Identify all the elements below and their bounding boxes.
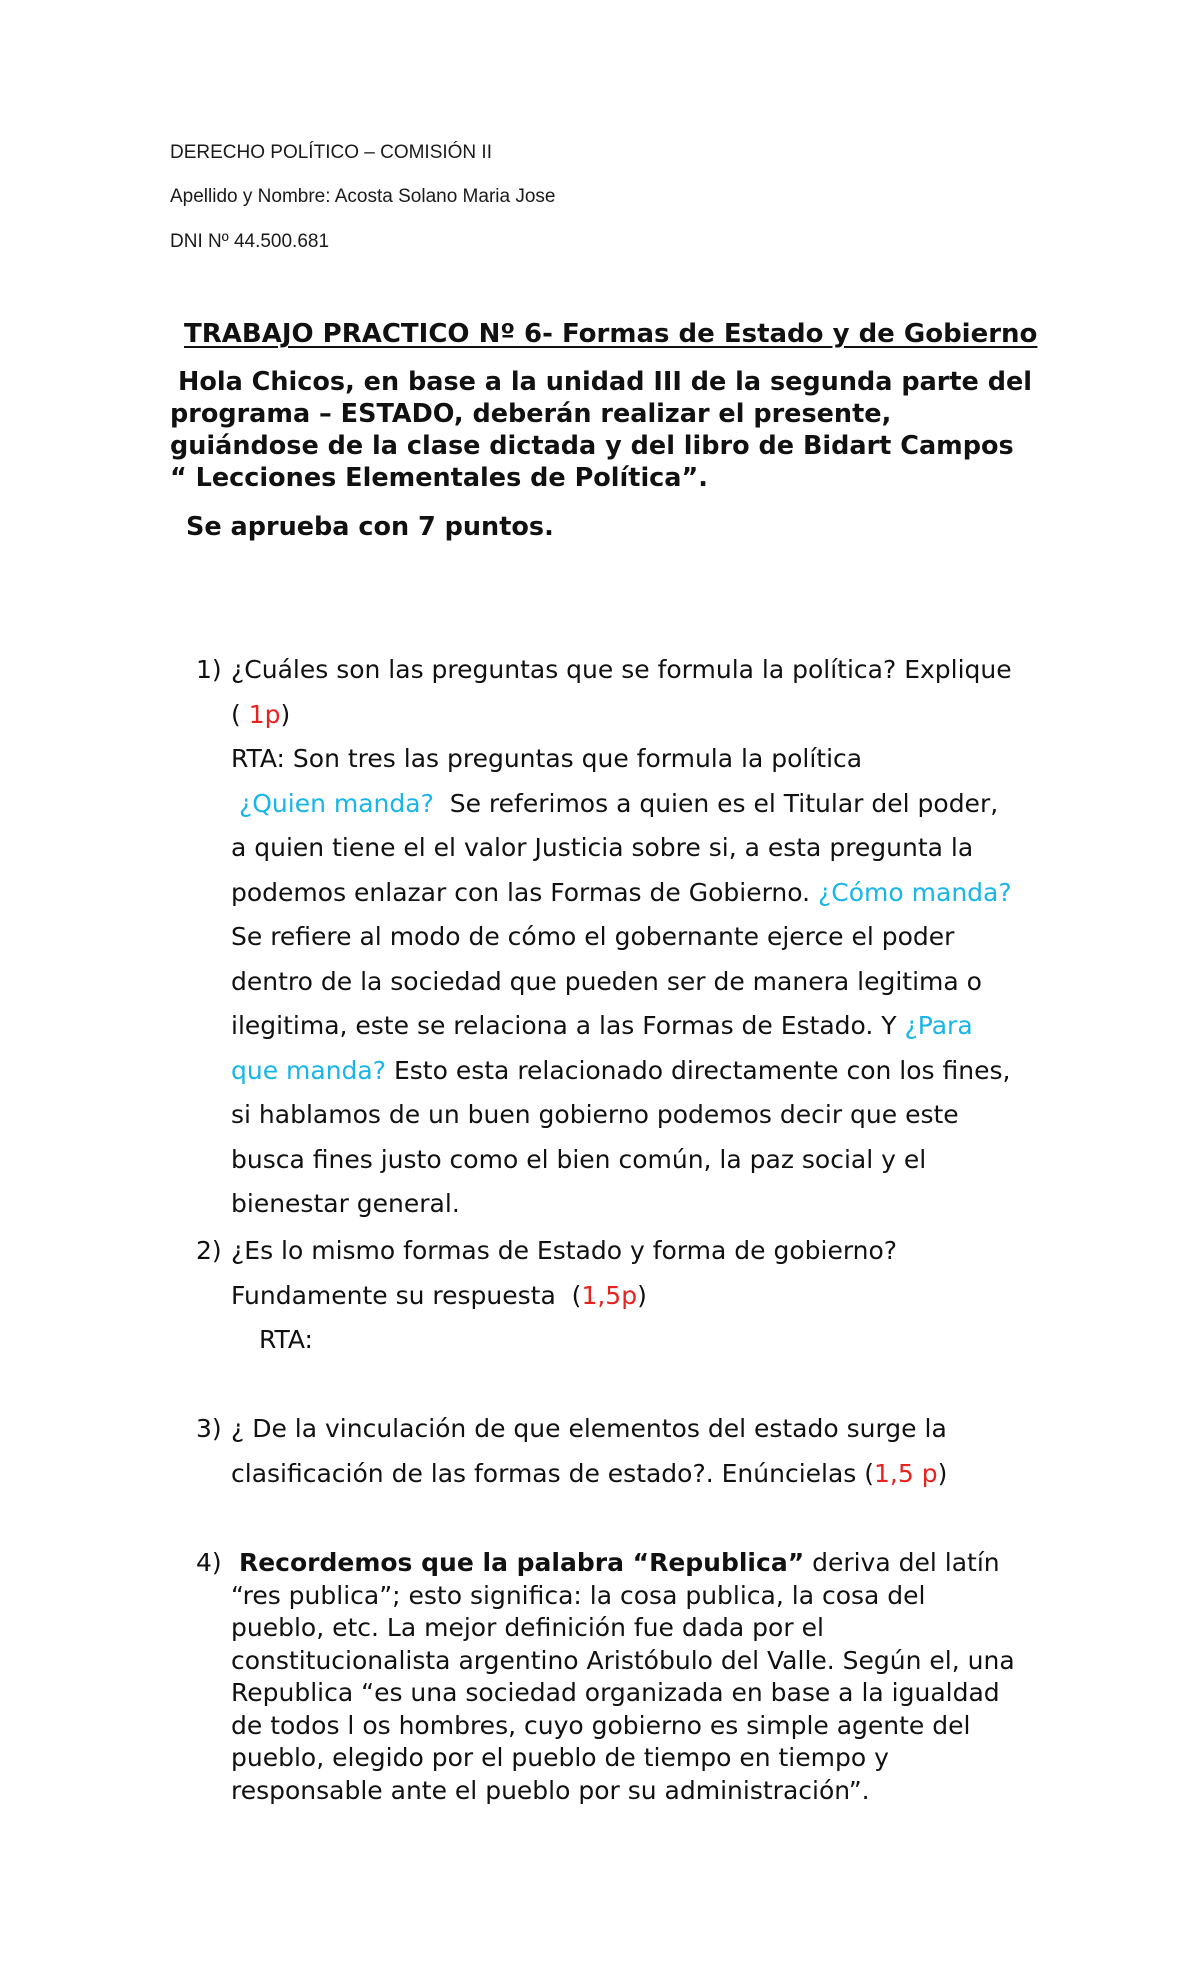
question-text: Fundamente su respuesta (: [231, 1280, 582, 1310]
highlight-question: que manda?: [231, 1055, 387, 1085]
question-number-1: 1): [196, 655, 222, 684]
answer-text: Se referimos a quien es el Titular del poder,: [433, 788, 999, 818]
points-label: 1p: [248, 699, 281, 729]
question-points-line: [231, 1452, 1061, 1497]
question-line: pueblo, elegido por el pueblo de tiempo en tiempo y: [231, 1743, 889, 1772]
highlight-question: ¿Para: [904, 1011, 973, 1040]
answer-line: bienestar general.: [231, 1189, 460, 1218]
paren-open: (: [231, 699, 249, 729]
question-text: deriva del latín: [804, 1548, 1000, 1577]
student-dni: DNI Nº 44.500.681: [170, 231, 330, 252]
question-line: “res publica”; esto significa: la cosa publica, la cosa del: [231, 1580, 926, 1610]
question-line: constitucionalista argentino Aristóbulo del Valle. Según el, una: [231, 1645, 1015, 1675]
points-label: 1,5 p: [874, 1458, 938, 1488]
paren-close: ): [280, 699, 291, 729]
answer-line: [231, 782, 1061, 827]
answer-text: Esto esta relacionado directamente con los fines,: [386, 1055, 1011, 1085]
answer-text: podemos enlazar con las Formas de Gobierno.: [231, 877, 819, 907]
question-line: Republica “es una sociedad organizada en base a la igualdad: [231, 1678, 1000, 1707]
answer-line: Se refiere al modo de cómo el gobernante ejerce el poder: [231, 922, 955, 951]
course-header: DERECHO POLÍTICO – COMISIÓN II: [170, 142, 492, 163]
student-name: Apellido y Nombre: Acosta Solano Maria Jose: [170, 186, 556, 207]
question-text: clasificación de las formas de estado?. Enúncielas (: [231, 1458, 875, 1488]
points-label: 1,5p: [581, 1280, 638, 1310]
answer-line: [231, 1049, 1061, 1094]
answer-line: si hablamos de un buen gobierno podemos decir que este: [231, 1100, 959, 1129]
highlight-question: ¿Cómo manda?: [818, 877, 1012, 907]
question-points-line: [231, 1274, 1061, 1319]
question-3: [231, 1407, 1061, 1496]
bold-lead: Recordemos que la palabra “Republica”: [238, 1548, 805, 1577]
question-text: ¿Cuáles son las preguntas que se formula la política? Explique: [231, 655, 1012, 684]
question-1: [231, 648, 1061, 1227]
approval-note: Se aprueba con 7 puntos.: [186, 512, 554, 542]
question-text: ¿Es lo mismo formas de Estado y forma de gobierno?: [231, 1236, 898, 1265]
highlight-question: ¿Quien manda?: [238, 788, 434, 818]
answer-line: a quien tiene el el valor Justicia sobre si, a esta pregunta la: [231, 833, 974, 862]
intro-line: Hola Chicos, en base a la unidad III de la segunda parte del: [178, 367, 1033, 397]
answer-label: RTA:: [259, 1325, 313, 1354]
intro-line: “ Lecciones Elementales de Política”.: [170, 463, 708, 493]
paren-close: ): [937, 1458, 948, 1488]
page-title: TRABAJO PRACTICO Nº 6- Formas de Estado y de Gobierno: [184, 319, 1038, 349]
question-line: pueblo, etc. La mejor definición fue dada por el: [231, 1613, 824, 1642]
question-line: de todos l os hombres, cuyo gobierno es simple agente del: [231, 1710, 971, 1740]
paren-close: ): [637, 1280, 647, 1310]
answer-line: busca fines justo como el bien común, la paz social y el: [231, 1144, 927, 1174]
question-line: responsable ante el pueblo por su administración”.: [231, 1775, 870, 1805]
answer-line: [231, 1004, 1061, 1049]
question-number-4: 4): [196, 1548, 222, 1577]
question-text: ¿ De la vinculación de que elementos del estado surge la: [231, 1414, 947, 1443]
answer-line: dentro de la sociedad que pueden ser de manera legitima o: [231, 966, 982, 996]
answer-line: [231, 871, 1061, 916]
answer-intro: RTA: Son tres las preguntas que formula la política: [231, 744, 863, 773]
question-number-2: 2): [196, 1236, 222, 1265]
intro-line: programa – ESTADO, deberán realizar el presente,: [170, 399, 892, 429]
intro-paragraph: [170, 366, 1050, 494]
answer-text: ilegitima, este se relaciona a las Formas de Estado. Y: [231, 1011, 905, 1040]
question-2: [231, 1229, 1061, 1363]
question-4: [231, 1547, 1061, 1807]
intro-line: guiándose de la clase dictada y del libro de Bidart Campos: [170, 431, 1014, 461]
question-number-3: 3): [196, 1414, 222, 1443]
question-line: [231, 1547, 1061, 1580]
question-points-line: [231, 693, 1061, 738]
